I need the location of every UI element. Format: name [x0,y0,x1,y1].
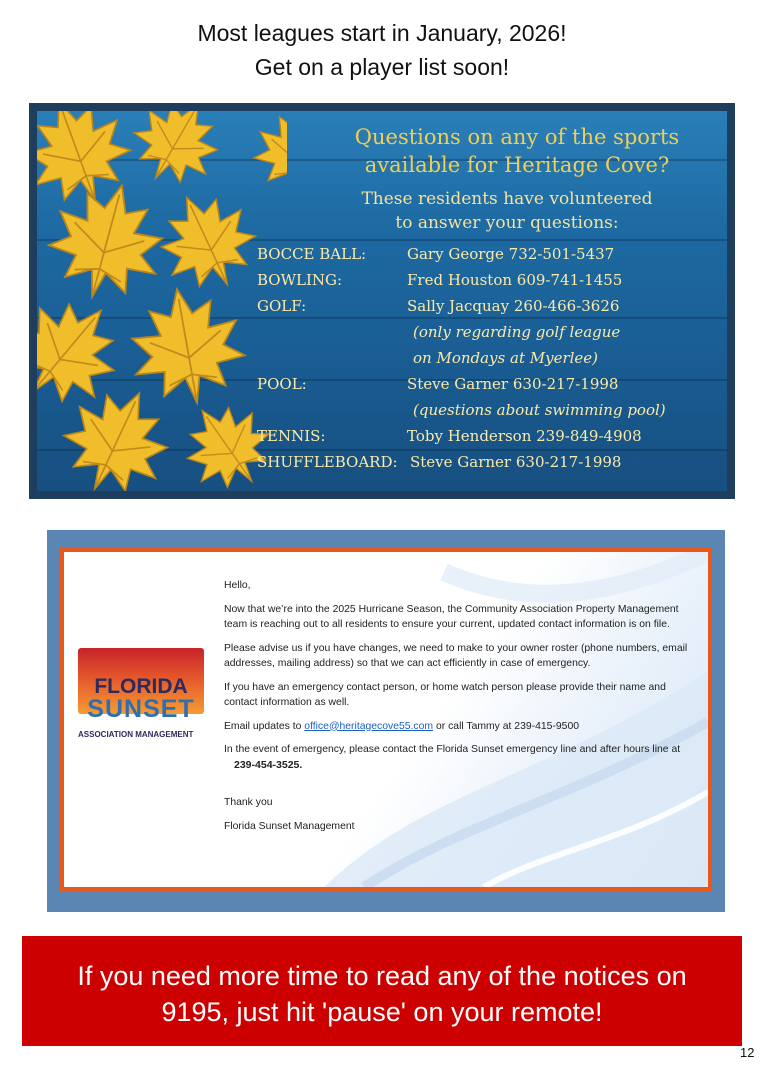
sport-name: POOL: [257,375,307,393]
golf-note-line-2: on Mondays at Myerlee) [413,349,599,367]
sport-row-bocce [257,241,717,267]
sports-title-line-1: Questions on any of the sports [354,125,680,149]
sport-name: BOWLING: [257,271,343,289]
sports-panel [29,103,735,499]
emergency-text: In the event of emergency, please contact the Florida Sunset emergency line and after hours line at [224,744,681,755]
sport-row-bowling [257,267,717,293]
sport-contact: Toby Henderson 239-849-4908 [407,427,642,445]
sport-name: GOLF: [257,297,307,315]
letter-email-line [224,719,694,735]
sport-contact: Fred Houston 609-741-1455 [407,271,623,289]
sport-contact: Sally Jacquay 260-466-3626 [407,297,620,315]
sport-row-pool [257,371,717,397]
sport-name: BOCCE BALL: [257,245,367,263]
letter-signature: Florida Sunset Management [224,820,355,832]
logo-text-sunset: SUNSET [87,695,195,723]
banner-line-2: 9195, just hit 'pause' on your remote! [161,997,603,1027]
sport-contact: Steve Garner 630-217-1998 [410,453,622,471]
header-line-2: Get on a player list soon! [254,54,510,80]
letter-paragraph: If you have an emergency contact person, or home watch person please provide their name and contact information as well. [224,681,666,708]
sport-name: TENNIS: [257,427,326,445]
letter-paragraph: Now that we’re into the 2025 Hurricane Season, the Community Association Property Management team is reaching out to all residents to ensure your current, updated contact information is on file. [224,603,679,630]
letter-greeting: Hello, [224,580,251,591]
letter-paragraph: Please advise us if you have changes, we need to make to your owner roster (phone numbers, email addresses, mailing address) so that we can act efficiently in case of emergency. [224,642,688,669]
logo-text-florida: FLORIDA [94,675,188,698]
maple-leaves-illustration [37,111,287,491]
header-line-1: Most leagues start in January, 2026! [197,20,567,46]
pause-reminder-banner [22,936,742,1046]
sport-row-golf [257,293,717,319]
page-number: 12 [740,1045,755,1060]
emergency-phone: 239-454-3525. [228,758,308,774]
letter-emergency-line [224,742,694,773]
email-link[interactable]: office@heritagecove55.com [304,720,434,732]
florida-sunset-logo [78,648,204,748]
banner-line-1: If you need more time to read any of the notices on [77,961,687,991]
letter-thanks: Thank you [224,797,273,808]
notice-frame [60,548,712,891]
pool-note: (questions about swimming pool) [413,401,666,419]
florida-sunset-notice [47,530,725,912]
sport-name: SHUFFLEBOARD: [257,453,398,471]
sports-intro-line-1: These residents have volunteered [361,189,653,209]
header [0,16,764,84]
sport-row-shuffleboard [257,449,717,475]
email-suffix: or call Tammy at 239-415-9500 [435,720,580,732]
banner-text [22,958,742,1030]
email-prefix: Email updates to [224,720,302,732]
sport-contact: Steve Garner 630-217-1998 [407,375,619,393]
sports-title-line-2: available for Heritage Cove? [364,153,670,177]
sports-intro-line-2: to answer your questions: [395,213,619,233]
notice-letter [224,578,694,842]
sport-row-tennis [257,423,717,449]
golf-note-line-1: (only regarding golf league [413,323,621,341]
sport-contact: Gary George 732-501-5437 [407,245,615,263]
logo-text-association: ASSOCIATION MANAGEMENT [78,730,194,739]
sports-panel-background [37,111,727,491]
